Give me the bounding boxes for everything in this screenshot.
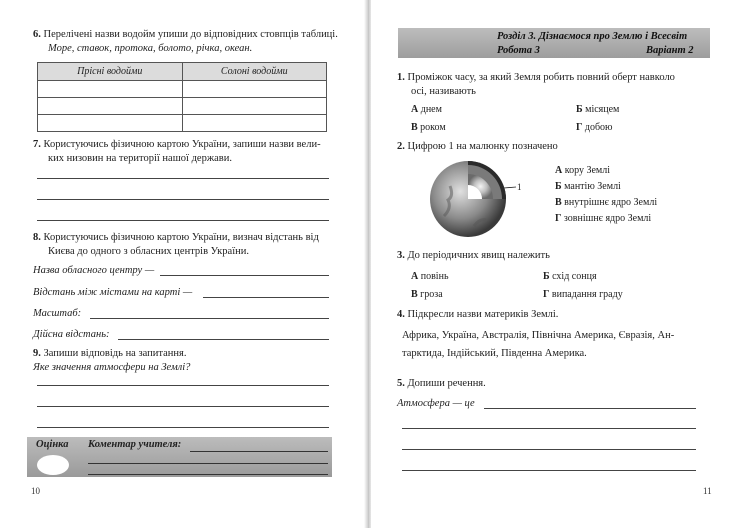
option-letter: Г — [576, 122, 583, 133]
option-letter: А — [411, 271, 419, 282]
grade-label: Оцінка — [36, 439, 69, 450]
answer-line[interactable] — [37, 385, 329, 386]
layer-marker-1: 1 — [517, 182, 522, 192]
question-6-number: 6. — [33, 29, 41, 40]
r-question-4-text: Підкресли назви материків Землі. — [407, 309, 559, 320]
option-text: мантію Землі — [564, 181, 621, 192]
question-8-number: 8. — [33, 232, 41, 243]
answer-line[interactable] — [37, 199, 329, 200]
earth-layers-illustration — [424, 156, 524, 240]
q1-option-b[interactable] — [576, 104, 619, 115]
question-7 — [33, 138, 345, 152]
question-9-number: 9. — [33, 348, 41, 359]
q3-option-v[interactable] — [411, 289, 443, 300]
option-letter: Г — [543, 289, 550, 300]
q1-option-g[interactable] — [576, 122, 613, 133]
field-region-center-input[interactable] — [160, 275, 329, 276]
option-letter: Б — [543, 271, 550, 282]
q2-option-b[interactable] — [555, 181, 621, 192]
q3-option-g[interactable] — [543, 289, 623, 300]
r-question-3 — [397, 249, 550, 263]
sentence-start: Атмосфера — це — [397, 398, 475, 409]
r-question-1-line2: осі, називають — [411, 86, 476, 97]
question-7-line2: ких низовин на території нашої держави. — [48, 153, 232, 164]
q1-option-a[interactable] — [411, 104, 442, 115]
page-number-right: 11 — [703, 486, 712, 496]
option-text: добою — [584, 122, 613, 133]
option-text: схід сонця — [552, 271, 597, 282]
option-text: випадання граду — [551, 289, 623, 300]
table-cell[interactable] — [182, 98, 327, 115]
answer-line[interactable] — [37, 427, 329, 428]
q3-option-a[interactable] — [411, 271, 449, 282]
option-text: гроза — [420, 289, 443, 300]
q2-option-a[interactable] — [555, 165, 610, 176]
option-text: роком — [420, 122, 446, 133]
comment-line[interactable] — [88, 463, 328, 464]
water-bodies-table — [37, 62, 327, 132]
option-letter: Г — [555, 213, 562, 224]
option-letter: Б — [576, 104, 583, 115]
field-real-distance-input[interactable] — [118, 339, 329, 340]
r-question-2-text: Цифрою 1 на малюнку позначено — [407, 141, 558, 152]
answer-line[interactable] — [484, 408, 696, 409]
question-7-line1: Користуючись фізичною картою України, запиши назви вели- — [43, 139, 321, 150]
r-question-5-number: 5. — [397, 378, 405, 389]
field-map-distance-label: Відстань між містами на карті — — [33, 287, 193, 298]
variant-title: Варіант 2 — [646, 45, 694, 56]
table-cell[interactable] — [38, 115, 183, 132]
option-letter: Б — [555, 181, 562, 192]
answer-line[interactable] — [37, 178, 329, 179]
comment-line[interactable] — [190, 451, 328, 452]
r-question-4 — [397, 308, 558, 322]
field-map-distance-input[interactable] — [203, 297, 329, 298]
page-number-left: 10 — [31, 486, 40, 496]
left-page — [0, 0, 366, 528]
q2-option-v[interactable] — [555, 197, 657, 208]
answer-line[interactable] — [402, 470, 696, 471]
question-8 — [33, 231, 319, 245]
q1-option-v[interactable] — [411, 122, 446, 133]
q2-option-g[interactable] — [555, 213, 651, 224]
r-question-1-number: 1. — [397, 72, 405, 83]
r-question-3-text: До періодичних явищ належить — [407, 250, 550, 261]
option-text: повінь — [420, 271, 449, 282]
continents-line2[interactable]: тарктида, Індійський, Південна Америка. — [402, 348, 587, 359]
r-question-2-number: 2. — [397, 141, 405, 152]
option-letter: В — [411, 289, 418, 300]
section-title: Розділ 3. Дізнаємося про Землю і Всесвіт — [497, 31, 688, 42]
answer-line[interactable] — [37, 406, 329, 407]
option-letter: В — [555, 197, 562, 208]
r-question-1 — [397, 71, 675, 85]
q3-option-b[interactable] — [543, 271, 597, 282]
work-title: Робота 3 — [497, 45, 540, 56]
option-letter: А — [411, 104, 419, 115]
option-text: зовнішнє ядро Землі — [563, 213, 652, 224]
r-question-5-text: Допиши речення. — [407, 378, 486, 389]
comment-line[interactable] — [88, 474, 328, 475]
r-question-4-number: 4. — [397, 309, 405, 320]
question-8-line1: Користуючись фізичною картою України, визнач відстань від — [43, 232, 319, 243]
question-6-items: Море, ставок, протока, болото, річка, океан. — [48, 43, 253, 54]
r-question-3-number: 3. — [397, 250, 405, 261]
answer-line[interactable] — [402, 449, 696, 450]
option-letter: А — [555, 165, 563, 176]
table-cell[interactable] — [38, 98, 183, 115]
question-9-question: Яке значення атмосфери на Землі? — [33, 362, 191, 373]
field-real-distance-label: Дійсна відстань: — [33, 329, 110, 340]
field-scale-input[interactable] — [90, 318, 329, 319]
option-text: місяцем — [585, 104, 620, 115]
question-6 — [33, 28, 338, 42]
table-cell[interactable] — [182, 81, 327, 98]
option-letter: В — [411, 122, 418, 133]
question-7-number: 7. — [33, 139, 41, 150]
table-cell[interactable] — [38, 81, 183, 98]
table-header-fresh: Прісні водойми — [38, 63, 183, 81]
r-question-5 — [397, 377, 486, 391]
grade-oval[interactable] — [37, 455, 69, 475]
field-scale-label: Масштаб: — [33, 308, 82, 319]
field-region-center-label: Назва обласного центру — — [33, 265, 155, 276]
continents-line1[interactable]: Африка, Україна, Австралія, Північна Америка, Євразія, Ан- — [402, 330, 675, 341]
answer-line[interactable] — [37, 220, 329, 221]
option-text: днем — [420, 104, 442, 115]
question-9 — [33, 347, 186, 361]
table-cell[interactable] — [182, 115, 327, 132]
table-header-salt: Солоні водойми — [182, 63, 327, 81]
answer-line[interactable] — [402, 428, 696, 429]
question-8-line2: Києва до одного з обласних центрів України. — [48, 246, 249, 257]
option-text: кору Землі — [564, 165, 610, 176]
question-6-text: Перелічені назви водойм упиши до відповідних стовпців таблиці. — [43, 29, 338, 40]
option-text: внутрішнє ядро Землі — [564, 197, 658, 208]
teacher-comment-label: Коментар учителя: — [88, 439, 182, 450]
r-question-2 — [397, 140, 558, 154]
question-9-text: Запиши відповідь на запитання. — [43, 348, 187, 359]
r-question-1-line1: Проміжок часу, за який Земля робить повний оберт навколо — [407, 72, 675, 83]
